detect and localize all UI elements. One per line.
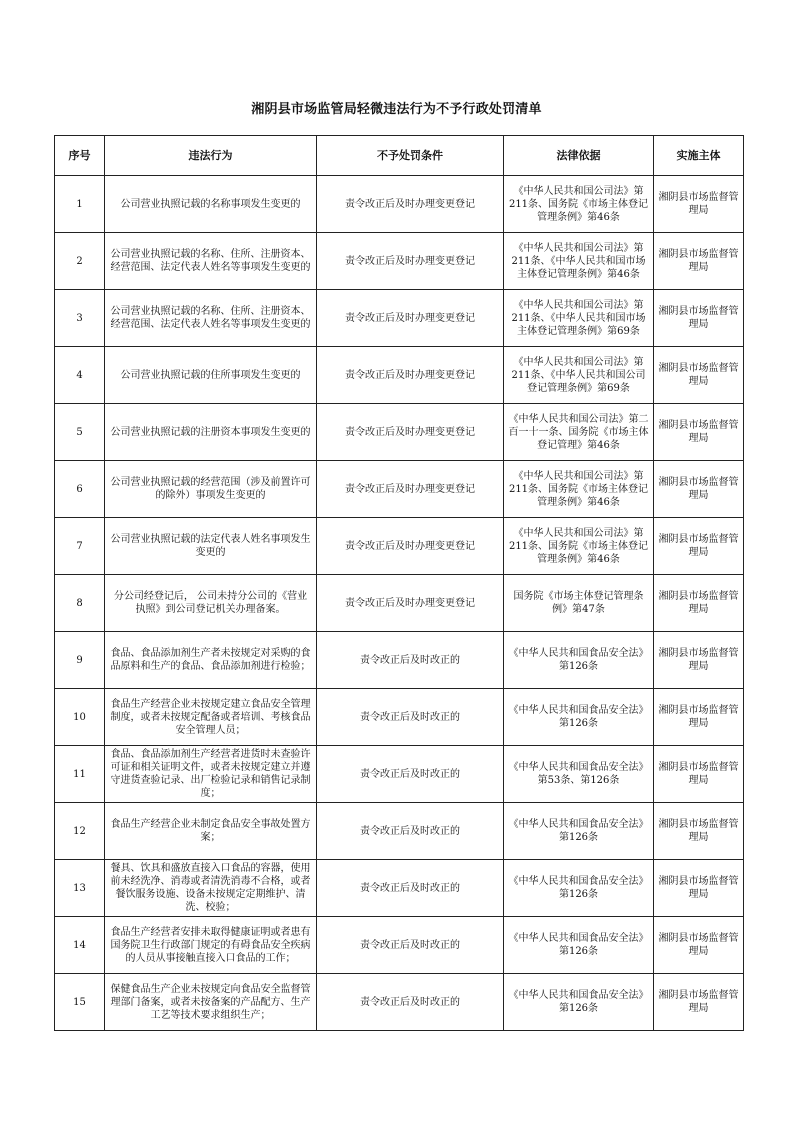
row-no: 5 xyxy=(55,404,105,461)
row-legal-basis: 《中华人民共和国公司法》第211条、国务院《市场主体登记管理条例》第46条 xyxy=(504,461,654,518)
row-no: 15 xyxy=(55,974,105,1031)
table-row xyxy=(55,461,744,518)
row-no: 12 xyxy=(55,803,105,860)
row-condition: 责令改正后及时办理变更登记 xyxy=(317,575,504,632)
row-enforcer: 湘阴县市场监督管理局 xyxy=(654,347,744,404)
row-condition: 责令改正后及时办理变更登记 xyxy=(317,404,504,461)
header-violation: 违法行为 xyxy=(105,136,317,176)
table-row xyxy=(55,632,744,689)
row-violation: 公司营业执照记载的名称、住所、注册资本、经营范围、法定代表人姓名等事项发生变更的 xyxy=(105,290,317,347)
row-violation: 公司营业执照记载的住所事项发生变更的 xyxy=(105,347,317,404)
row-violation: 保健食品生产企业未按规定向食品安全监督管理部门备案，或者未按备案的产品配方、生产工艺等技术要求组织生产； xyxy=(105,974,317,1031)
row-enforcer: 湘阴县市场监督管理局 xyxy=(654,917,744,974)
table-row xyxy=(55,290,744,347)
table-row xyxy=(55,860,744,917)
row-condition: 责令改正后及时改正的 xyxy=(317,803,504,860)
row-condition: 责令改正后及时办理变更登记 xyxy=(317,176,504,233)
row-no: 4 xyxy=(55,347,105,404)
table-row xyxy=(55,974,744,1031)
row-no: 2 xyxy=(55,233,105,290)
row-no: 1 xyxy=(55,176,105,233)
row-violation: 分公司经登记后， 公司未持分公司的《营业执照》到公司登记机关办理备案。 xyxy=(105,575,317,632)
row-no: 7 xyxy=(55,518,105,575)
row-condition: 责令改正后及时办理变更登记 xyxy=(317,518,504,575)
table-header-row xyxy=(55,136,744,176)
table-row xyxy=(55,746,744,803)
header-legal-basis: 法律依据 xyxy=(504,136,654,176)
row-legal-basis: 《中华人民共和国公司法》第211条、《中华人民共和国市场主体登记管理条例》第69条 xyxy=(504,290,654,347)
row-enforcer: 湘阴县市场监督管理局 xyxy=(654,746,744,803)
row-violation: 食品生产经营企业未制定食品安全事故处置方案； xyxy=(105,803,317,860)
row-violation: 食品生产经营者安排未取得健康证明或者患有国务院卫生行政部门规定的有碍食品安全疾病的人员从事接触直接入口食品的工作； xyxy=(105,917,317,974)
row-violation: 食品、食品添加剂生产经营者进货时未查验许可证和相关证明文件，或者未按规定建立并遵守进货查验记录、出厂检验记录和销售记录制度； xyxy=(105,746,317,803)
row-condition: 责令改正后及时改正的 xyxy=(317,689,504,746)
row-condition: 责令改正后及时改正的 xyxy=(317,917,504,974)
row-legal-basis: 《中华人民共和国公司法》第211条、国务院《市场主体登记管理条例》第46条 xyxy=(504,176,654,233)
row-legal-basis: 《中华人民共和国食品安全法》第126条 xyxy=(504,860,654,917)
row-no: 11 xyxy=(55,746,105,803)
table-row xyxy=(55,575,744,632)
table-row xyxy=(55,689,744,746)
row-enforcer: 湘阴县市场监督管理局 xyxy=(654,974,744,1031)
row-legal-basis: 国务院《市场主体登记管理条例》第47条 xyxy=(504,575,654,632)
row-no: 14 xyxy=(55,917,105,974)
row-no: 9 xyxy=(55,632,105,689)
table-row xyxy=(55,803,744,860)
row-legal-basis: 《中华人民共和国公司法》第211条、《中华人民共和国公司登记管理条例》第69条 xyxy=(504,347,654,404)
row-enforcer: 湘阴县市场监督管理局 xyxy=(654,404,744,461)
row-condition: 责令改正后及时办理变更登记 xyxy=(317,347,504,404)
row-no: 8 xyxy=(55,575,105,632)
row-enforcer: 湘阴县市场监督管理局 xyxy=(654,290,744,347)
row-enforcer: 湘阴县市场监督管理局 xyxy=(654,632,744,689)
row-condition: 责令改正后及时改正的 xyxy=(317,746,504,803)
document-title: 湘阴县市场监管局轻微违法行为不予行政处罚清单 xyxy=(251,102,542,117)
table-row xyxy=(55,404,744,461)
row-violation: 公司营业执照记载的名称、住所、注册资本、经营范围、法定代表人姓名等事项发生变更的 xyxy=(105,233,317,290)
row-violation: 公司营业执照记载的注册资本事项发生变更的 xyxy=(105,404,317,461)
row-enforcer: 湘阴县市场监督管理局 xyxy=(654,518,744,575)
penalty-exemption-table xyxy=(54,135,744,1031)
row-legal-basis: 《中华人民共和国公司法》第二百一十一条、国务院《市场主体登记管理》第46条 xyxy=(504,404,654,461)
row-enforcer: 湘阴县市场监督管理局 xyxy=(654,233,744,290)
row-legal-basis: 《中华人民共和国公司法》第211条、国务院《市场主体登记管理条例》第46条 xyxy=(504,518,654,575)
row-violation: 公司营业执照记载的法定代表人姓名事项发生变更的 xyxy=(105,518,317,575)
row-violation: 餐具、饮具和盛放直接入口食品的容器，使用前未经洗净、消毒或者清洗消毒不合格，或者餐饮服务设施、设备未按规定定期维护、清洗、校验； xyxy=(105,860,317,917)
row-no: 3 xyxy=(55,290,105,347)
row-legal-basis: 《中华人民共和国食品安全法》第126条 xyxy=(504,974,654,1031)
row-no: 6 xyxy=(55,461,105,518)
header-no: 序号 xyxy=(55,136,105,176)
row-violation: 公司营业执照记载的名称事项发生变更的 xyxy=(105,176,317,233)
row-condition: 责令改正后及时办理变更登记 xyxy=(317,233,504,290)
row-enforcer: 湘阴县市场监督管理局 xyxy=(654,575,744,632)
row-no: 13 xyxy=(55,860,105,917)
row-legal-basis: 《中华人民共和国食品安全法》第126条 xyxy=(504,689,654,746)
row-violation: 公司营业执照记载的经营范围（涉及前置许可的除外）事项发生变更的 xyxy=(105,461,317,518)
row-condition: 责令改正后及时改正的 xyxy=(317,632,504,689)
header-enforcer: 实施主体 xyxy=(654,136,744,176)
table-row xyxy=(55,347,744,404)
row-enforcer: 湘阴县市场监督管理局 xyxy=(654,176,744,233)
row-enforcer: 湘阴县市场监督管理局 xyxy=(654,689,744,746)
row-violation: 食品生产经营企业未按规定建立食品安全管理制度，或者未按规定配备或者培训、考核食品安全管理人员； xyxy=(105,689,317,746)
row-legal-basis: 《中华人民共和国食品安全法》第53条、第126条 xyxy=(504,746,654,803)
table-row xyxy=(55,176,744,233)
row-violation: 食品、食品添加剂生产者未按规定对采购的食品原料和生产的食品、食品添加剂进行检验； xyxy=(105,632,317,689)
row-condition: 责令改正后及时办理变更登记 xyxy=(317,290,504,347)
row-legal-basis: 《中华人民共和国食品安全法》第126条 xyxy=(504,632,654,689)
row-enforcer: 湘阴县市场监督管理局 xyxy=(654,461,744,518)
row-enforcer: 湘阴县市场监督管理局 xyxy=(654,860,744,917)
row-legal-basis: 《中华人民共和国食品安全法》第126条 xyxy=(504,917,654,974)
row-legal-basis: 《中华人民共和国食品安全法》第126条 xyxy=(504,803,654,860)
table-row xyxy=(55,518,744,575)
row-legal-basis: 《中华人民共和国公司法》第211条、《中华人民共和国市场主体登记管理条例》第46条 xyxy=(504,233,654,290)
row-condition: 责令改正后及时改正的 xyxy=(317,860,504,917)
row-condition: 责令改正后及时办理变更登记 xyxy=(317,461,504,518)
header-condition: 不予处罚条件 xyxy=(317,136,504,176)
row-condition: 责令改正后及时改正的 xyxy=(317,974,504,1031)
row-no: 10 xyxy=(55,689,105,746)
row-enforcer: 湘阴县市场监督管理局 xyxy=(654,803,744,860)
table-row xyxy=(55,917,744,974)
table-row xyxy=(55,233,744,290)
